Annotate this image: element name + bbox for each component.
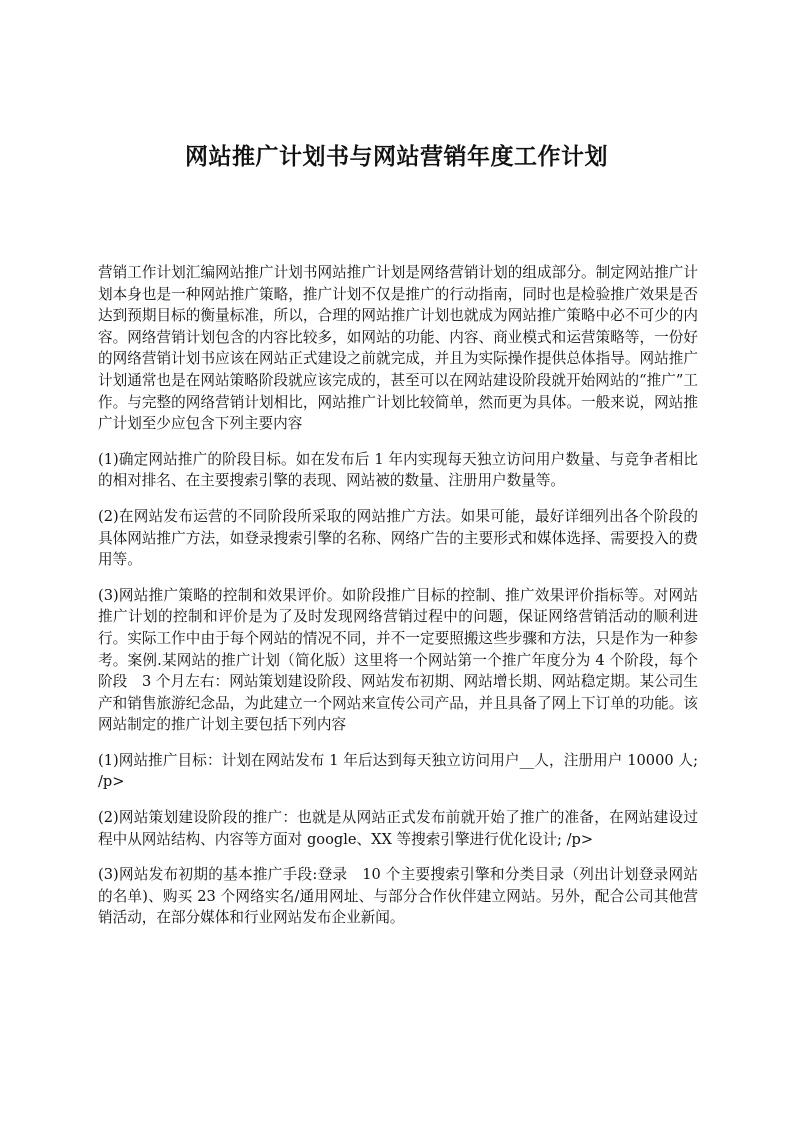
- plan-item-target: (1)网站推广目标：计划在网站发布 1 年后达到每天独立访问用户__人，注册用户 10000 人; /p>: [98, 751, 698, 791]
- plan-item-build-stage: (2)网站策划建设阶段的推广：也就是从网站正式发布前就开始了推广的准备，在网站建设过程中从网站结构、内容等方面对 google、XX 等搜索引擎进行优化设计; /p>: [98, 809, 698, 848]
- document-title: 网站推广计划书与网站营销年度工作计划: [185, 144, 608, 170]
- plan-item-launch-stage: (3)网站发布初期的基本推广手段:登录 10 个主要搜索引擎和分类目录（列出计划登录网站的名单)、购买 23 个网络实名/通用网址、与部分合作伙伴建立网站。另外，配合公司其他营销活动，在部分媒体和行业网站发布企业新闻。: [98, 866, 698, 927]
- list-item-goal: (1)确定网站推广的阶段目标。如在发布后 1 年内实现每天独立访问用户数量、与竞争者相比的相对排名、在主要搜索引擎的表现、网站被的数量、注册用户数量等。: [98, 450, 698, 490]
- list-item-methods: (2)在网站发布运营的不同阶段所采取的网站推广方法。如果可能，最好详细列出各个阶段的具体网站推广方法，如登录搜索引擎的名称、网络广告的主要形式和媒体选择、需要投入的费用等。: [98, 507, 698, 569]
- intro-paragraph: 营销工作计划汇编网站推广计划书网站推广计划是网络营销计划的组成部分。制定网站推广计划本身也是一种网站推广策略，推广计划不仅是推广的行动指南，同时也是检验推广效果是否达到预期目标的衡量标准，所以，合理的网站推广计划也就成为网站推广策略中必不可少的内容。网络营销计划包含的内容比较多，如网站的功能、内容、商业模式和运营策略等，一份好的网络营销计划书应该在网站正式建设之前就完成，并且为实际操作提供总体指导。网站推广计划通常也是在网站策略阶段就应该完成的，甚至可以在网站建设阶段就开始网站的“推广”工作。与完整的网络营销计划相比，网站推广计划比较简单，然而更为具体。一般来说，网站推广计划至少应包含下列主要内容: [98, 264, 698, 433]
- document-body: [98, 262, 698, 943]
- list-item-control: (3)网站推广策略的控制和效果评价。如阶段推广目标的控制、推广效果评价指标等。对网站推广计划的控制和评价是为了及时发现网络营销过程中的问题，保证网络营销活动的顺利进行。实际工作中由于每个网站的情况不同，并不一定要照搬这些步骤和方法，只是作为一种参考。案例.某网站的推广计划（简化版）这里将一个网站第一个推广年度分为 4 个阶段，每个阶段 3 个月左右：网站策划建设阶段、网站发布初期、网站增长期、网站稳定期。某公司生产和销售旅游纪念品，为此建立一个网站来宣传公司产品，并且具备了网上下订单的功能。该网站制定的推广计划主要包括下列内容: [98, 586, 698, 734]
